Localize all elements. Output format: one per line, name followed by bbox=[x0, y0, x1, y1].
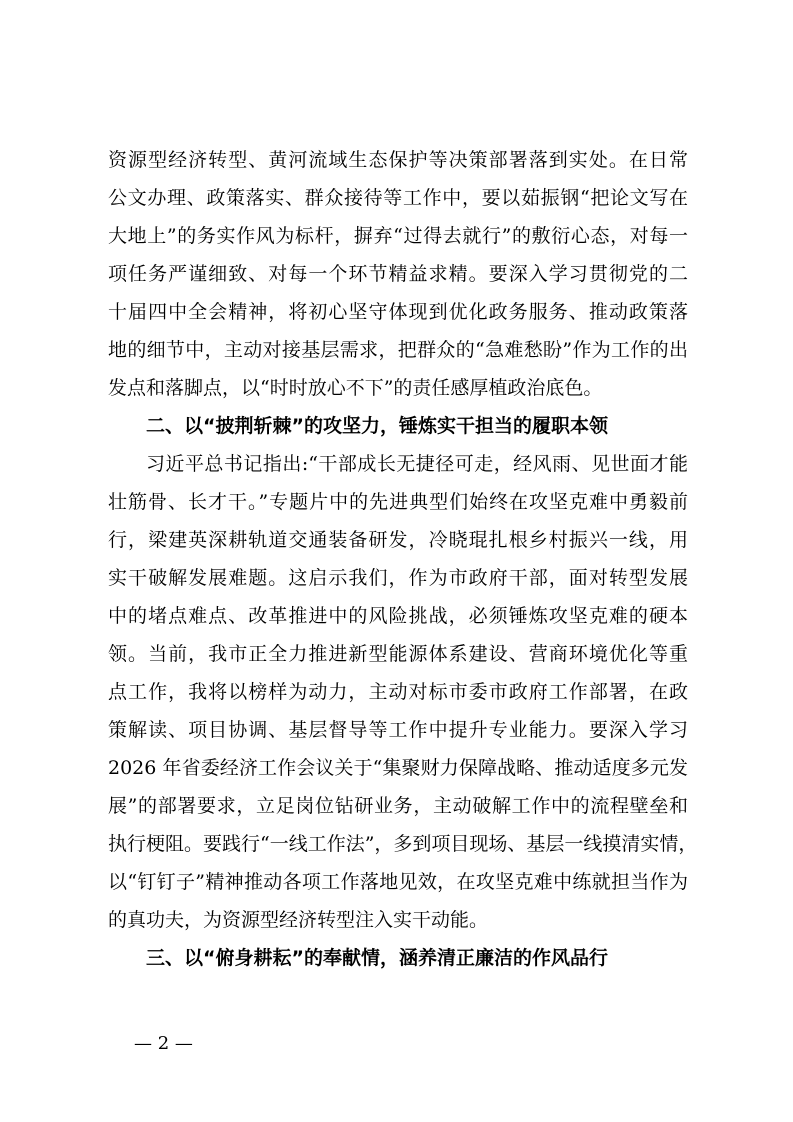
text-line: 资源型经济转型、黄河流域生态保护等决策部署落到实处。在日常 bbox=[108, 149, 688, 171]
text-line: 十届四中全会精神，将初心坚守体现到优化政务服务、推动政策落 bbox=[108, 301, 688, 323]
text-line: 以“钉钉子”精神推动各项工作落地见效，在攻坚克难中练就担当作为 bbox=[108, 871, 688, 893]
text-line: 领。当前，我市正全力推进新型能源体系建设、营商环境优化等重 bbox=[108, 643, 688, 665]
section-heading-3: 三、以“俯身耕耘”的奉献情，涵养清正廉洁的作风品行 bbox=[146, 947, 608, 969]
text-line: 的真功夫，为资源型经济转型注入实干动能。 bbox=[108, 909, 489, 931]
text-line: 中的堵点难点、改革推进中的风险挑战，必须锤炼攻坚克难的硬本 bbox=[108, 605, 688, 627]
text-line: 行，梁建英深耕轨道交通装备研发，冷晓琨扎根乡村振兴一线，用 bbox=[108, 529, 688, 551]
text-line: 壮筋骨、长才干。”专题片中的先进典型们始终在攻坚克难中勇毅前 bbox=[108, 491, 688, 513]
text-line: 策解读、项目协调、基层督导等工作中提升专业能力。要深入学习 bbox=[108, 719, 688, 741]
text-line: 地的细节中，主动对接基层需求，把群众的“急难愁盼”作为工作的出 bbox=[108, 339, 688, 361]
text-line: 公文办理、政策落实、群众接待等工作中，要以茹振钢“把论文写在 bbox=[108, 187, 688, 209]
text-line: 点工作，我将以榜样为动力，主动对标市委市政府工作部署，在政 bbox=[108, 681, 688, 703]
text-line: 2026 年省委经济工作会议关于“集聚财力保障战略、推动适度多元发 bbox=[108, 757, 688, 779]
text-line: 发点和落脚点，以“时时放心不下”的责任感厚植政治底色。 bbox=[108, 377, 603, 399]
text-line: 习近平总书记指出:“干部成长无捷径可走，经风雨、见世面才能 bbox=[146, 453, 688, 475]
page-number: — 2 — bbox=[134, 1033, 193, 1054]
text-line: 项任务严谨细致、对每一个环节精益求精。要深入学习贯彻党的二 bbox=[108, 263, 688, 285]
text-line: 执行梗阻。要践行“一线工作法”，多到项目现场、基层一线摸清实情， bbox=[108, 833, 698, 855]
text-line: 大地上”的务实作风为标杆，摒弃“过得去就行”的敷衍心态，对每一 bbox=[108, 225, 688, 247]
text-line: 展”的部署要求，立足岗位钻研业务，主动破解工作中的流程壁垒和 bbox=[108, 795, 688, 817]
section-heading-2: 二、以“披荆斩棘”的攻坚力，锤炼实干担当的履职本领 bbox=[146, 415, 608, 437]
text-line: 实干破解发展难题。这启示我们，作为市政府干部，面对转型发展 bbox=[108, 567, 688, 589]
